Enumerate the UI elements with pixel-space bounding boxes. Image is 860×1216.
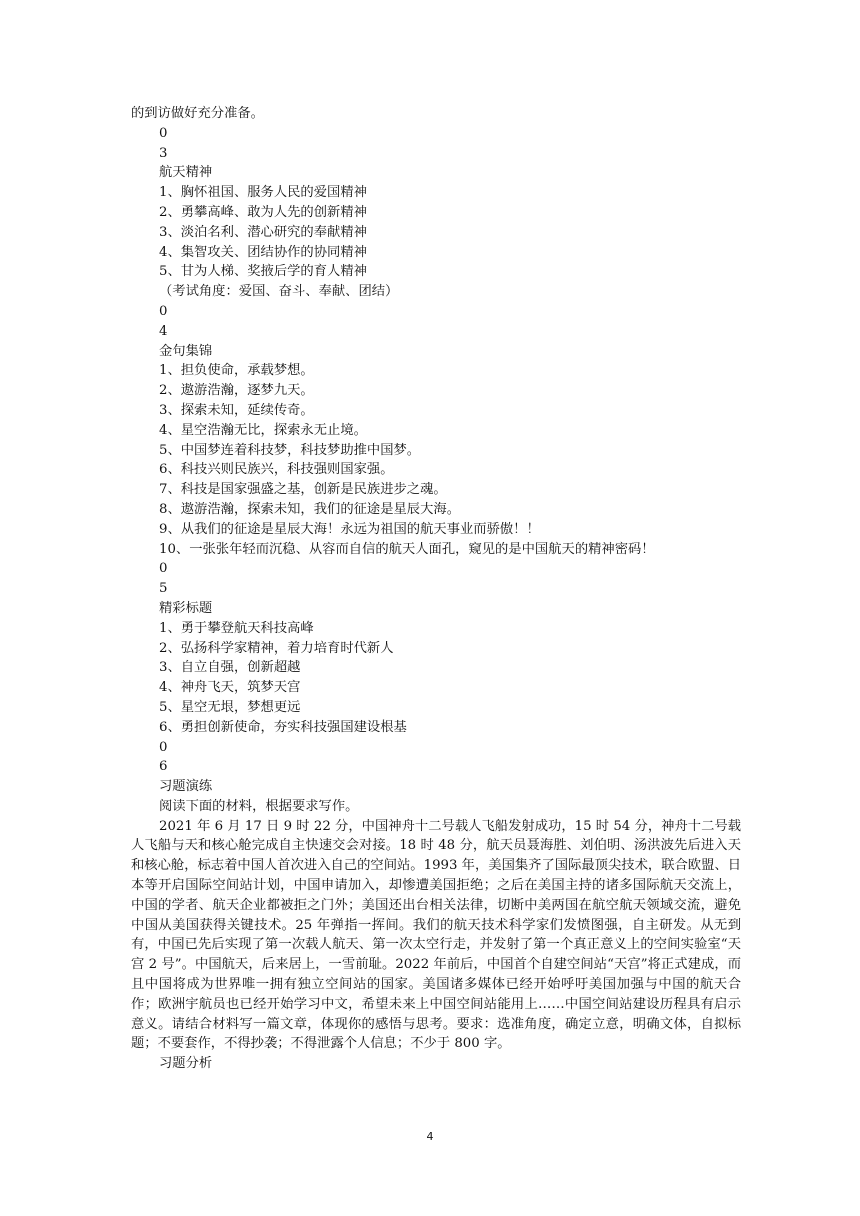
- list-item: 1、胸怀祖国、服务人民的爱国精神: [159, 185, 367, 201]
- section-number-digit-1: 0: [159, 561, 168, 577]
- list-item: 4、星空浩瀚无比，探索永无止境。: [159, 422, 367, 438]
- list-item: 6、科技兴则民族兴，科技强则国家强。: [159, 462, 394, 478]
- list-item: 7、科技是国家强盛之基，创新是民族进步之魂。: [159, 482, 447, 498]
- continued-text: 的到访做好充分准备。: [131, 106, 264, 121]
- list-item: 3、自立自强，创新超越: [159, 660, 301, 676]
- section-heading: 金句集锦: [159, 343, 213, 359]
- list-item: 6、勇担创新使命，夯实科技强国建设根基: [159, 719, 407, 735]
- list-item: 5、甘为人梯、奖掖后学的育人精神: [159, 264, 367, 280]
- section-exercise: [131, 738, 741, 1075]
- list-item: 2、勇攀高峰、敢为人先的创新精神: [159, 204, 367, 220]
- section-number-digit-1: 0: [159, 739, 168, 755]
- section-number-digit-2: 6: [159, 759, 168, 775]
- list-item: 4、集智攻关、团结协作的协同精神: [159, 244, 367, 260]
- list-item: 4、神舟飞天，筑梦天宫: [159, 680, 301, 696]
- page-number: 4: [426, 1130, 434, 1143]
- exercise-material: 2021 年 6 月 17 日 9 时 22 分，中国神舟十二号载人飞船发射成功，15 时 54 分，神舟十二号载人飞船与天和核心舱完成自主快速交会对接。18 时 48 分，航天员聂海胜、刘伯明、汤洪波先后进入天和核心舱，标志着中国人首次进入自己的空间站。1993 年，美国集齐了国际最顶尖技术，联合欧盟、日本等开启国际空间站计划，中国申请加入，却惨遭美国拒绝；之后在美国主持的诸多国际航天交流上，中国的学者、航天企业都被拒之门外；美国还出台相关法律，切断中美两国在航空航天领域交流，避免中国从美国获得关键技术。25 年弹指一挥间。我们的航天技术科学家们发愤图强，自主研发。从无到有，中国已先后实现了第一次载人航天、第一次太空行走，并发射了第一个真正意义上的空间实验室“天宫 2 号”。中国航天，后来居上，一雪前耻。2022 年前后，中国首个自建空间站“天宫”将正式建成，而且中国将成为世界唯一拥有独立空间站的国家。美国诸多媒体已经开始呼吁美国加强与中国的航天合作；欧洲宇航员也已经开始学习中文，希望未来上中国空间站能用上……中国空间站建设历程具有启示意义。请结合材料写一篇文章，体现你的感悟与思考。要求：选准角度，确定立意，明确文体，自拟标题；不要套作，不得抄袭；不得泄露个人信息；不少于 800 字。: [131, 818, 741, 1052]
- list-item: 3、淡泊名利、潜心研究的奉献精神: [159, 224, 367, 240]
- list-item: 1、担负使命，承载梦想。: [159, 363, 314, 379]
- section-heading: 精彩标题: [159, 600, 213, 616]
- list-item: 3、探索未知，延续传奇。: [159, 402, 314, 418]
- list-item: 1、勇于攀登航天科技高峰: [159, 620, 314, 636]
- section-titles: [131, 559, 741, 737]
- list-item: 9、从我们的征途是星辰大海！永远为祖国的航天事业而骄傲！！: [159, 521, 540, 537]
- section-heading: 航天精神: [159, 165, 213, 181]
- section-number-digit-2: 4: [159, 323, 168, 339]
- list-item: 2、弘扬科学家精神，着力培育时代新人: [159, 640, 394, 656]
- section-number-digit-2: 5: [159, 581, 168, 597]
- section-heading: 习题演练: [159, 779, 213, 795]
- analysis-heading: 习题分析: [159, 1056, 213, 1072]
- section-number-digit-2: 3: [159, 145, 168, 161]
- list-item: 2、遨游浩瀚，逐梦九天。: [159, 383, 314, 399]
- exercise-instruction: 阅读下面的材料，根据要求写作。: [159, 798, 359, 814]
- list-item: 5、星空无垠，梦想更远: [159, 699, 301, 715]
- list-item: 10、一张张年轻而沉稳、从容而自信的航天人面孔，窥见的是中国航天的精神密码！: [159, 541, 655, 557]
- list-item: 5、中国梦连着科技梦，科技梦助推中国梦。: [159, 442, 421, 458]
- list-item: 8、遨游浩瀚，探索未知，我们的征途是星辰大海。: [159, 501, 460, 517]
- exam-angle-note: （考试角度：爱国、奋斗、奉献、团结）: [159, 284, 399, 300]
- section-number-digit-1: 0: [159, 125, 168, 141]
- section-spirit: [131, 124, 741, 302]
- section-quotes: [131, 302, 741, 559]
- page-content: [131, 104, 741, 1074]
- section-number-digit-1: 0: [159, 303, 168, 319]
